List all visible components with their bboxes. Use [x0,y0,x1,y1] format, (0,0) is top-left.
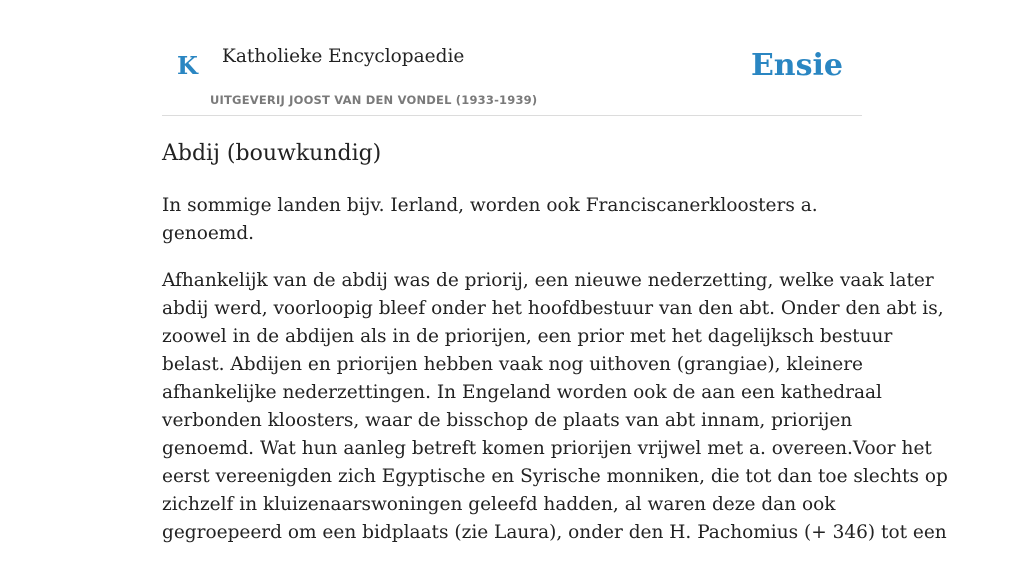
paragraph-1: In sommige landen bijv. Ierland, worden ook Franciscanerkloosters a. genoemd. [162,195,818,244]
article-title: Abdij (bouwkundig) [162,141,382,166]
paragraph-line: verbonden kloosters, waar de bisschop de plaats van abt innam, priorijen [162,410,853,431]
paragraph-line: abdij werd, voorloopig bleef onder het hoofdbestuur van den abt. Onder den abt is, [162,298,944,319]
paragraph-line: belast. Abdijen en priorijen hebben vaak nog uithoven (grangiae), kleinere [162,354,863,375]
publication-title[interactable]: Katholieke Encyclopaedie [222,46,465,67]
paragraph-line: genoemd. Wat hun aanleg betreft komen priorijen vrijwel met a. overeen.Voor het [162,438,932,459]
publisher-subtitle: UITGEVERIJ JOOST VAN DEN VONDEL (1933-1939) [210,93,538,107]
paragraph-line: eerst vereenigden zich Egyptische en Syrische monniken, die tot dan toe slechts op [162,466,948,487]
paragraph-line: zoowel in de abdijen als in de priorijen, een prior met het dagelijksch bestuur [162,326,893,347]
publication-logo[interactable]: K [177,51,198,80]
paragraph-line: Afhankelijk van de abdij was de priorij, een nieuwe nederzetting, welke vaak later [162,270,934,291]
article-body [162,192,948,566]
paragraph-line: afhankelijke nederzettingen. In Engeland worden ook de aan een kathedraal [162,382,882,403]
paragraph-2 [162,267,948,547]
paragraph-line: zichzelf in kluizenaarswoningen geleefd hadden, al waren deze dan ook [162,494,836,515]
paragraph-line: gegroepeerd om een bidplaats (zie Laura), onder den H. Pachomius (+ 346) tot een [162,522,947,543]
brand-logo[interactable]: Ensie [750,48,843,83]
site-header [162,0,862,116]
